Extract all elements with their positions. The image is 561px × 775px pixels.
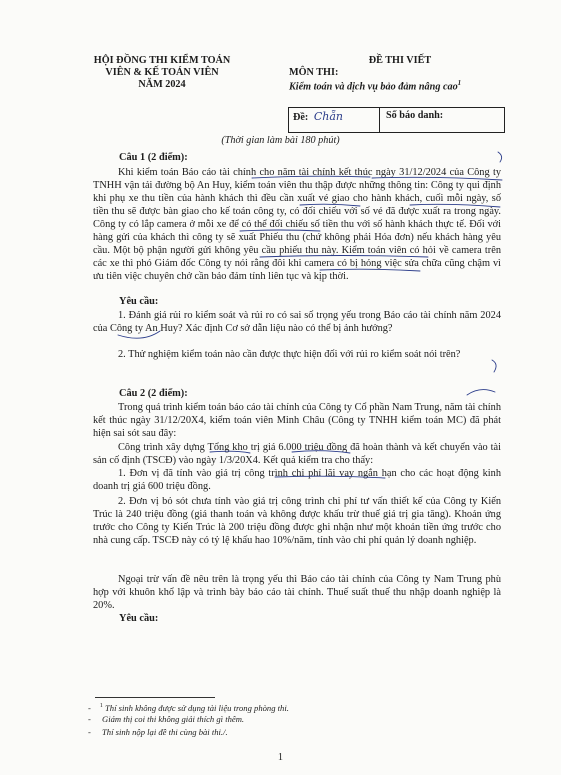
pen-mark-2 (492, 360, 496, 372)
footnote-3 (88, 727, 228, 738)
exam-code-handwritten: Chẵn (313, 110, 343, 123)
question-2-conclusion: Ngoại trừ vấn đề nêu trên là trọng yếu thì Báo cáo tài chính của Công ty Nam Trung phù hợp với khuôn khổ lập và trình bày báo cáo tài chính. Thuế suất thuế thu nhập doanh nghiệp là 20%. (93, 574, 501, 611)
page-number: 1 (277, 752, 284, 763)
question-2-finding-2: 2. Đơn vị bỏ sót chưa tính vào giá trị công trình chi phí tư vấn thiết kế của Công ty Kiến Trúc là 240 triệu đồng (giá thanh toán và không được khấu trừ thuế giá trị gia tăng). Khoản ứng trước cho Công ty Kiến Trúc là 200 triệu đồng được ghi nhận như một khoản tiền ứng trước cho nhà cung cấp. TSCĐ này có tỷ lệ khấu hao 10%/năm, tính vào chi phí quản lý doanh nghiệp. (93, 496, 501, 546)
org-line-1: HỘI ĐỒNG THI KIỂM TOÁN (93, 55, 231, 66)
question-2-requirement-label: Yêu cầu: (119, 613, 159, 624)
candidate-number-label: Số báo danh: (386, 110, 444, 121)
question-1-requirement-1: 1. Đánh giá rủi ro kiểm soát và rủi ro có sai số trọng yếu trong Báo cáo tài chính năm 2024 của Công ty An Huy? Xác định Cơ sở dẫn liệu nào có thể bị ảnh hưởng? (93, 310, 501, 334)
question-2-intro: Trong quá trình kiểm toán báo cáo tài chính của Công ty Cổ phần Nam Trung, năm tài chính kết thúc ngày 31/12/20X4, kiểm toán viên Minh Châu (Công ty TNHH kiểm toán MC) đã phát hiện sai sót sau đây: (93, 402, 501, 439)
exam-year: NĂM 2024 (138, 79, 186, 90)
footnote-3-bullet: - (88, 727, 91, 737)
question-1-title: Câu 1 (2 điểm): (119, 152, 188, 163)
org-line-2: VIÊN & KẾ TOÁN VIÊN (105, 67, 219, 78)
subject-label: MÔN THI: (289, 67, 339, 78)
subject-name (289, 79, 461, 92)
subject-name-text: Kiểm toán và dịch vụ bảo đảm nâng cao (289, 81, 458, 93)
footnote-1-text: Thí sinh không được sử dụng tài liệu trong phòng thi. (105, 702, 289, 713)
question-2-context: Công trình xây dựng Tổng kho trị giá 6.000 triệu đồng đã hoàn thành và kết chuyển vào tài sản cố định (TSCĐ) vào ngày 1/3/20X4. Kết quả kiểm tra cho thấy: (93, 442, 501, 466)
question-2-finding-1: 1. Đơn vị đã tính vào giá trị công trình chi phí lãi vay ngắn hạn cho các hoạt động kinh doanh trị giá 600 triệu đồng. (93, 468, 501, 492)
question-1-requirement-2: 2. Thử nghiệm kiểm toán nào cần được thực hiện đối với rủi ro kiểm soát nói trên? (118, 349, 461, 360)
organization-header (62, 55, 262, 91)
footnote-1 (88, 701, 289, 714)
subject-footnote-mark: 1 (457, 79, 462, 87)
pen-mark-1 (498, 152, 502, 162)
exam-code-label: Đề: (293, 112, 309, 123)
footnote-separator (95, 697, 215, 698)
footnote-3-text: Thí sinh nộp lại đề thi cùng bài thi./. (102, 727, 228, 737)
code-box-divider (379, 107, 380, 133)
exam-code-field (293, 110, 343, 123)
footnote-1-bullet: - (88, 702, 91, 713)
footnote-1-mark: 1 (99, 703, 103, 709)
time-note: (Thời gian làm bài 180 phút) (221, 135, 340, 146)
footnote-2-text: Giám thị coi thi không giải thích gì thêm. (102, 714, 245, 724)
footnote-2 (88, 714, 244, 725)
exam-title: ĐỀ THI VIẾT (368, 55, 432, 66)
question-2-title: Câu 2 (2 điểm): (119, 388, 188, 399)
pen-mark-3 (467, 390, 495, 395)
question-1-scenario: Khi kiểm toán Báo cáo tài chính cho năm tài chính kết thúc ngày 31/12/2024 của Công ty TNHH vận tải đường bộ An Huy, kiểm toán viên thu thập được những thông tin: Công ty qui định khi phụ xe thu tiền của hành khách thì đều cần xuất vé giao cho hành khách, cuối mỗi ngày, số tiền thu sẽ được bàn giao cho kế toán công ty, có đối chiếu với số vé đã được xuất ra trong ngày. Công ty có lắp camera ở mỗi xe để có thể đối chiếu số tiền thu với số hành khách thực tế. Đối với hàng gửi của khách thì công ty sẽ xuất Phiếu thu (chứ không phải Hóa đơn) nếu khách hàng yêu cầu. Một bộ phận người gửi không yêu cầu phiếu thu này. Kiểm toán viên có hỏi về camera trên các xe thì phó Giám đốc Công ty nói rằng đôi khi camera có bị hỏng việc sửa chữa cũng chậm vì ưu tiên việc chuyên chở cần bảo đảm tính liên tục và kịp thời. (93, 167, 501, 282)
footnote-2-bullet: - (88, 714, 91, 724)
question-1-requirement-label: Yêu cầu: (119, 296, 159, 307)
